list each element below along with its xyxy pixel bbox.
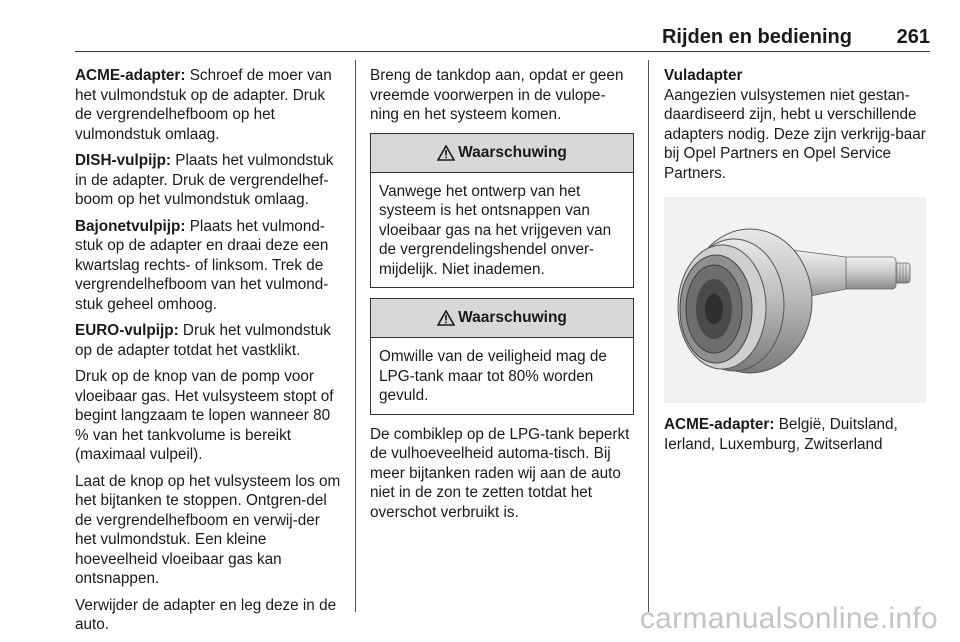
adapter-illustration	[664, 197, 926, 403]
acme-adapter-image	[664, 197, 926, 403]
paragraph: De combiklep op de LPG-tank beperkt de vulhoeveelheid automa-tisch. Bij meer bijtanken raden wij aan de auto niet in de zon te zetten totdat het overschot verbruikt is.	[370, 425, 630, 521]
section-title: Rijden en bediening	[661, 26, 852, 48]
warning-text: Vanwege het ontwerp van het systeem is het ontsnappen van vloeibaar gas na het vrijgeven van de vergrendelingshendel onver-mijdelijk. Niet inademen.	[379, 182, 612, 278]
paragraph: Verwijder de adapter en leg deze in de auto.	[75, 596, 337, 633]
warning-header	[371, 299, 633, 338]
column-middle	[370, 66, 634, 529]
column-left	[75, 66, 343, 642]
paragraph: Aangezien vulsystemen niet gestan-daardiseerd zijn, hebt u verschillende adapters nodig. Deze zijn verkrijg-baar bij Opel Partners en Opel Service Partners.	[664, 86, 926, 182]
column-divider	[648, 60, 649, 612]
paragraph: EURO-vulpijp: Druk het vulmondstuk op de adapter totdat het vastklikt.	[75, 322, 331, 359]
image-caption: ACME-adapter: België, Duitsland, Ierland, Luxemburg, Zwitserland	[664, 416, 898, 453]
subheading: Vuladapter	[664, 67, 743, 84]
paragraph: DISH-vulpijp: Plaats het vulmondstuk in de adapter. Druk de vergrendelhef-boom op het vulmondstuk omlaag.	[75, 152, 334, 208]
paragraph: Bajonetvulpijp: Plaats het vulmond-stuk op de adapter en draai deze een kwartslag rechts- of linksom. Trek de vergrendelhefboom van het vulmond-stuk geheel omhoog.	[75, 217, 329, 313]
page-header	[75, 22, 930, 52]
paragraph: Druk op de knop van de pomp voor vloeibaar gas. Het vulsysteem stopt of begint langzaam te lopen wanneer 80 % van het tankvolume is bereikt (maximaal vulpeil).	[75, 368, 334, 463]
header-rule	[75, 51, 930, 52]
warning-title: Waarschuwing	[458, 309, 567, 327]
warning-triangle-icon	[437, 310, 455, 326]
warning-box	[370, 133, 634, 289]
paragraph: Breng de tankdop aan, opdat er geen vreemde voorwerpen in de vulope-ning en het systeem komen.	[370, 67, 624, 123]
warning-triangle-icon	[437, 145, 455, 161]
column-right	[664, 66, 929, 461]
warning-header	[371, 134, 633, 173]
paragraph: ACME-adapter: Schroef de moer van het vulmondstuk op de adapter. Druk de vergrendelhefboom op het vulmondstuk omlaag.	[75, 67, 332, 143]
warning-box	[370, 298, 634, 415]
column-divider	[355, 60, 356, 612]
warning-text: Omwille van de veiligheid mag de LPG-tank maar tot 80% worden gevuld.	[379, 348, 607, 404]
watermark-text: carmanualsonline.info	[639, 602, 938, 635]
warning-title: Waarschuwing	[458, 143, 567, 161]
page-number: 261	[896, 26, 930, 48]
paragraph: Laat de knop op het vulsysteem los om het bijtanken te stoppen. Ontgren-del de vergrendelhefboom en verwij-der het vulmondstuk. Een kleine hoeveelheid vloeibaar gas kan ontsnappen.	[75, 472, 341, 587]
